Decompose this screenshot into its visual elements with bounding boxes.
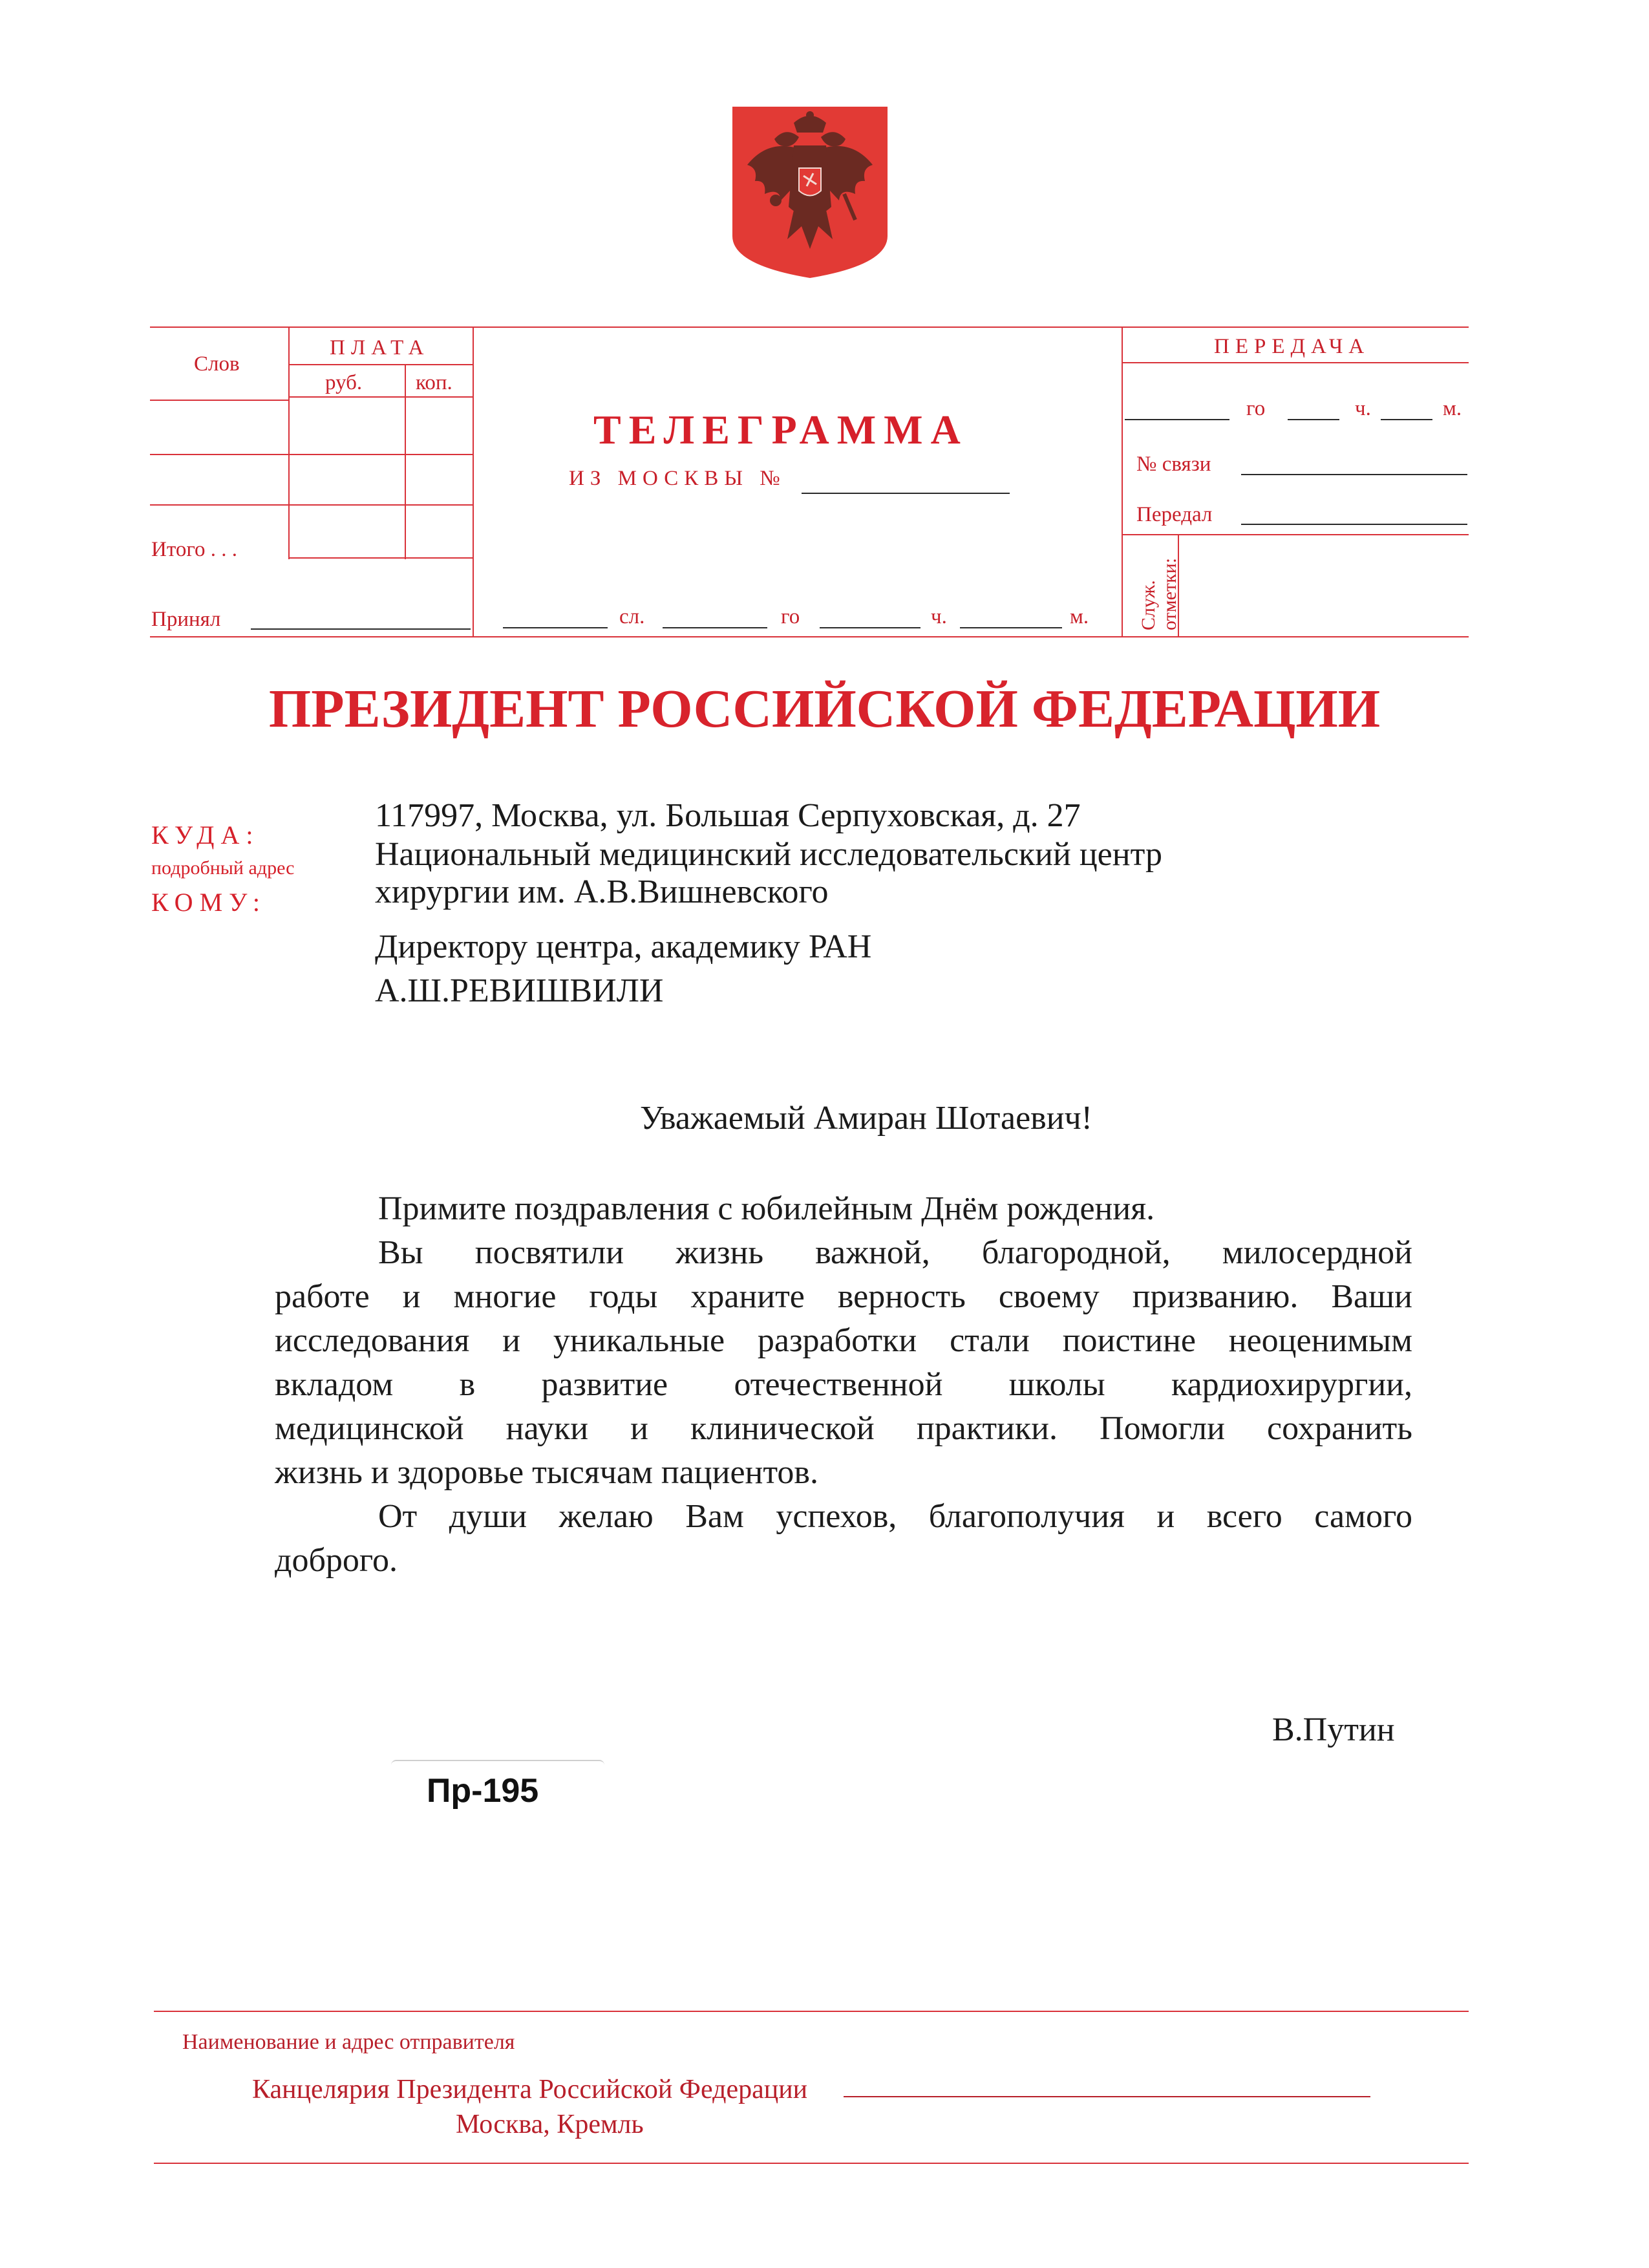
kop-label: коп.: [416, 371, 452, 394]
plata-label: ПЛАТА: [330, 336, 430, 359]
address-line-2: Национальный медицинский исследовательский центр: [375, 836, 1162, 873]
registration-number: Пр-195: [427, 1772, 539, 1810]
letter-body: [275, 1187, 1412, 1583]
peredacha-go-label: го: [1246, 397, 1266, 420]
sender-line-2: Москва, Кремль: [456, 2110, 644, 2139]
sender-label: Наименование и адрес отправителя: [182, 2030, 515, 2054]
kuda-label: КУДА:: [151, 820, 260, 850]
sl-label: сл.: [619, 605, 645, 628]
nomer-svyazi-label: № связи: [1136, 453, 1211, 476]
go-label: го: [781, 605, 800, 628]
telegram-title: ТЕЛЕГРАММА: [593, 407, 968, 453]
iz-moskvy-label: ИЗ МОСКВЫ №: [569, 467, 786, 490]
paragraph-2-line-4: вкладом в развитие отечественной школы кардиохирургии,: [275, 1366, 1412, 1403]
m-label: м.: [1070, 605, 1089, 628]
sluzh-otmetki-label: Служ. отметки:: [1138, 557, 1180, 630]
paragraph-2-line-5: медицинской науки и клинической практики. Помогли сохранить: [275, 1410, 1412, 1447]
paragraph-1: Примите поздравления с юбилейным Днём рождения.: [378, 1190, 1155, 1227]
recipient-name: А.Ш.РЕВИШВИЛИ: [375, 972, 664, 1009]
komu-label: КОМУ:: [151, 888, 267, 917]
slov-label: Слов: [194, 352, 240, 376]
signature: В.Путин: [1272, 1711, 1395, 1748]
peredal-label: Передал: [1136, 503, 1213, 526]
coat-of-arms-emblem: [729, 103, 891, 281]
recipient-title: Директору центра, академику РАН: [375, 928, 872, 965]
salutation: Уважаемый Амиран Шотаевич!: [640, 1100, 1092, 1137]
peredacha-ch-label: ч.: [1355, 397, 1371, 420]
sender-line-1: Канцелярия Президента Российской Федерации: [252, 2075, 808, 2104]
peredacha-m-label: м.: [1443, 397, 1462, 420]
address-line-1: 117997, Москва, ул. Большая Серпуховская, д. 27: [375, 797, 1081, 834]
paragraph-2-line-2: работе и многие годы храните верность своему призванию. Ваши: [275, 1278, 1412, 1315]
paragraph-2-line-1: Вы посвятили жизнь важной, благородной, милосердной: [378, 1234, 1412, 1271]
podrobny-adres-label: подробный адрес: [151, 857, 295, 879]
address-line-3: хирургии им. А.В.Вишневского: [375, 873, 829, 910]
peredacha-label: ПЕРЕДАЧА: [1214, 335, 1370, 358]
itogo-label: Итого . . .: [151, 538, 238, 561]
paragraph-2-line-6: жизнь и здоровье тысячам пациентов.: [275, 1454, 818, 1491]
paragraph-3-line-2: доброго.: [275, 1542, 398, 1579]
rub-label: руб.: [325, 371, 363, 394]
ch-label: ч.: [931, 605, 947, 628]
prinyal-label: Принял: [151, 608, 221, 631]
paragraph-3-line-1: От души желаю Вам успехов, благополучия и всего самого: [378, 1498, 1412, 1535]
page-title: ПРЕЗИДЕНТ РОССИЙСКОЙ ФЕДЕРАЦИИ: [268, 679, 1381, 739]
paragraph-2-line-3: исследования и уникальные разработки стали поистине неоценимым: [275, 1322, 1412, 1359]
